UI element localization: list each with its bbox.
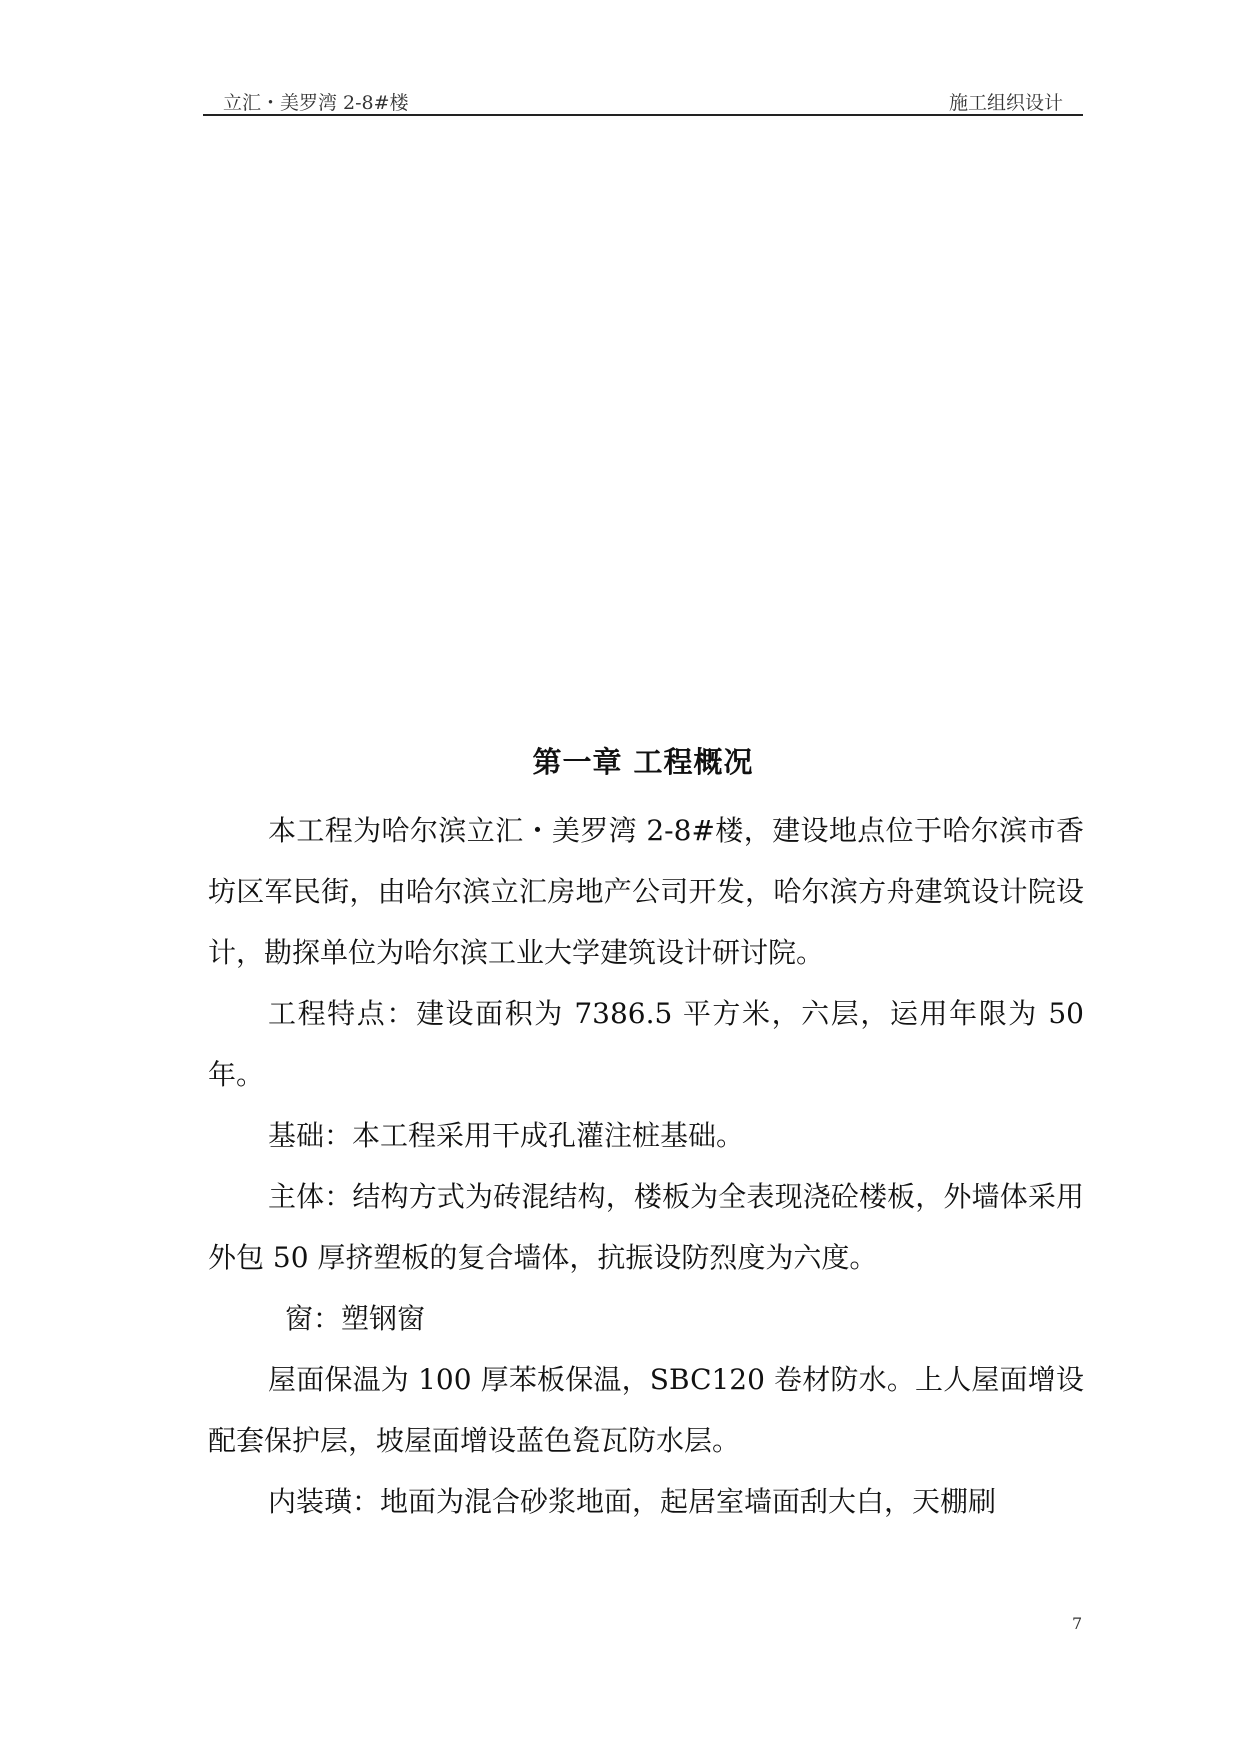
paragraph-windows: 窗：塑钢窗 xyxy=(285,1302,426,1335)
page-header xyxy=(203,86,1083,116)
header-project-name: 立汇・美罗湾 2-8#楼 xyxy=(223,92,409,114)
chapter-title: 第一章 工程概况 xyxy=(532,745,754,779)
page-number: 7 xyxy=(1072,1614,1083,1633)
paragraph-interior-finish: 内装璜：地面为混合砂浆地面，起居室墙面刮大白，天棚刷 xyxy=(268,1485,997,1518)
paragraph-main-structure: 主体：结构方式为砖混结构，楼板为全表现浇砼楼板，外墙体采用外包 50 厚挤塑板的复合墙体，抗振设防烈度为六度。 xyxy=(208,1180,1084,1274)
body-text xyxy=(208,800,1084,1532)
paragraph-roof: 屋面保温为 100 厚苯板保温，SBC120 卷材防水。上人屋面增设配套保护层，坡屋面增设蓝色瓷瓦防水层。 xyxy=(208,1363,1084,1457)
paragraph-project-overview: 本工程为哈尔滨立汇・美罗湾 2-8#楼，建设地点位于哈尔滨市香坊区军民街，由哈尔滨立汇房地产公司开发，哈尔滨方舟建筑设计院设计，勘探单位为哈尔滨工业大学建筑设计研讨院。 xyxy=(208,814,1084,969)
paragraph-project-features: 工程特点：建设面积为 7386.5 平方米，六层，运用年限为 50 年。 xyxy=(208,997,1084,1091)
paragraph-foundation: 基础：本工程采用干成孔灌注桩基础。 xyxy=(268,1119,745,1152)
header-document-type: 施工组织设计 xyxy=(948,92,1063,114)
